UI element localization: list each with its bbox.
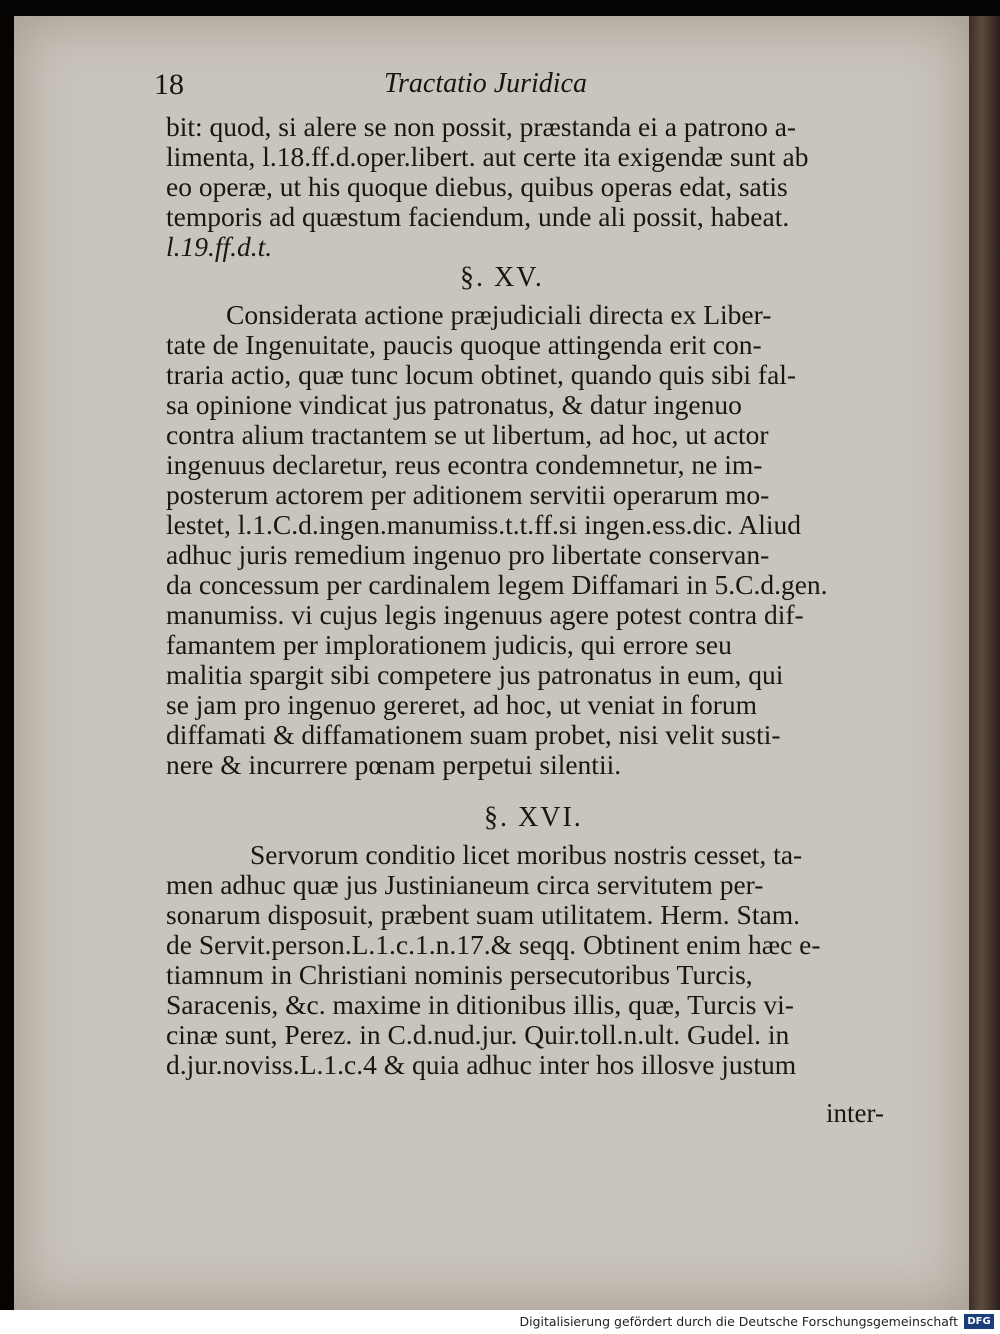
section-xvi-text xyxy=(166,840,896,1080)
text-line: eo operæ, ut his quoque diebus, quibus operas edat, satis xyxy=(166,171,788,202)
text-line: malitia spargit sibi competere jus patronatus in eum, qui xyxy=(166,659,784,690)
text-line: tate de Ingenuitate, paucis quoque attingenda erit con- xyxy=(166,329,762,360)
text-line: d.jur.noviss.L.1.c.4 & quia adhuc inter hos illosve justum xyxy=(166,1049,797,1080)
text-line: Saracenis, &c. maxime in ditionibus illis, quæ, Turcis vi- xyxy=(166,989,794,1020)
text-line: nere & incurrere pœnam perpetui silentii. xyxy=(166,749,622,780)
text-line: famantem per implorationem judicis, qui errore seu xyxy=(166,629,732,660)
text-line: limenta, l.18.ff.d.oper.libert. aut certe ita exigendæ sunt ab xyxy=(166,141,809,172)
text-line: Considerata actione præjudiciali directa ex Liber- xyxy=(226,299,772,330)
text-line: traria actio, quæ tunc locum obtinet, quando quis sibi fal- xyxy=(166,359,797,390)
text-line: contra alium tractantem se ut libertum, ad hoc, ut actor xyxy=(166,419,769,450)
text-line: diffamati & diffamationem suam probet, nisi velit susti- xyxy=(166,719,781,750)
running-head xyxy=(14,68,969,108)
text-line: Servorum conditio licet moribus nostris cesset, ta- xyxy=(250,839,803,870)
page-number: 18 xyxy=(154,68,184,101)
text-line: temporis ad quæstum faciendum, unde ali possit, habeat. xyxy=(166,201,790,232)
text-line: se jam pro ingenuo gereret, ad hoc, ut veniat in forum xyxy=(166,689,758,720)
section-heading-xvi: §. XVI. xyxy=(484,802,583,833)
text-line: adhuc juris remedium ingenuo pro libertate conservan- xyxy=(166,539,770,570)
footer-credit: Digitalisierung gefördert durch die Deutsche Forschungsgemeinschaft xyxy=(519,1314,958,1329)
body-top xyxy=(166,112,896,262)
catchword: inter- xyxy=(826,1098,884,1128)
text-line: manumiss. vi cujus legis ingenuus agere potest contra dif- xyxy=(166,599,804,630)
text-line: tiamnum in Christiani nominis persecutoribus Turcis, xyxy=(166,959,753,990)
text-line: sonarum disposuit, præbent suam utilitatem. Herm. Stam. xyxy=(166,899,800,930)
text-line: l.19.ff.d.t. xyxy=(166,231,273,262)
running-title: Tractatio Juridica xyxy=(384,68,587,99)
text-line: ingenuus declaretur, reus econtra condemnetur, ne im- xyxy=(166,449,763,480)
text-line: bit: quod, si alere se non possit, præstanda ei a patrono a- xyxy=(166,111,797,142)
text-line: sa opinione vindicat jus patronatus, & datur ingenuo xyxy=(166,389,742,420)
section-xv-text xyxy=(166,300,896,780)
book-page xyxy=(14,16,969,1310)
text-line: lestet, l.1.C.d.ingen.manumiss.t.t.ff.si ingen.ess.dic. Aliud xyxy=(166,509,802,540)
text-line: da concessum per cardinalem legem Diffamari in 5.C.d.gen. xyxy=(166,569,828,600)
text-line: de Servit.person.L.1.c.1.n.17.& seqq. Obtinent enim hæc e- xyxy=(166,929,821,960)
section-heading-xv: §. XV. xyxy=(460,262,544,293)
text-line: posterum actorem per aditionem servitii operarum mo- xyxy=(166,479,770,510)
dfg-logo-icon: DFG xyxy=(964,1314,994,1329)
footer-bar xyxy=(0,1310,1000,1334)
text-line: men adhuc quæ jus Justinianeum circa servitutem per- xyxy=(166,869,764,900)
page-edge xyxy=(969,16,1000,1310)
text-line: cinæ sunt, Perez. in C.d.nud.jur. Quir.toll.n.ult. Gudel. in xyxy=(166,1019,790,1050)
